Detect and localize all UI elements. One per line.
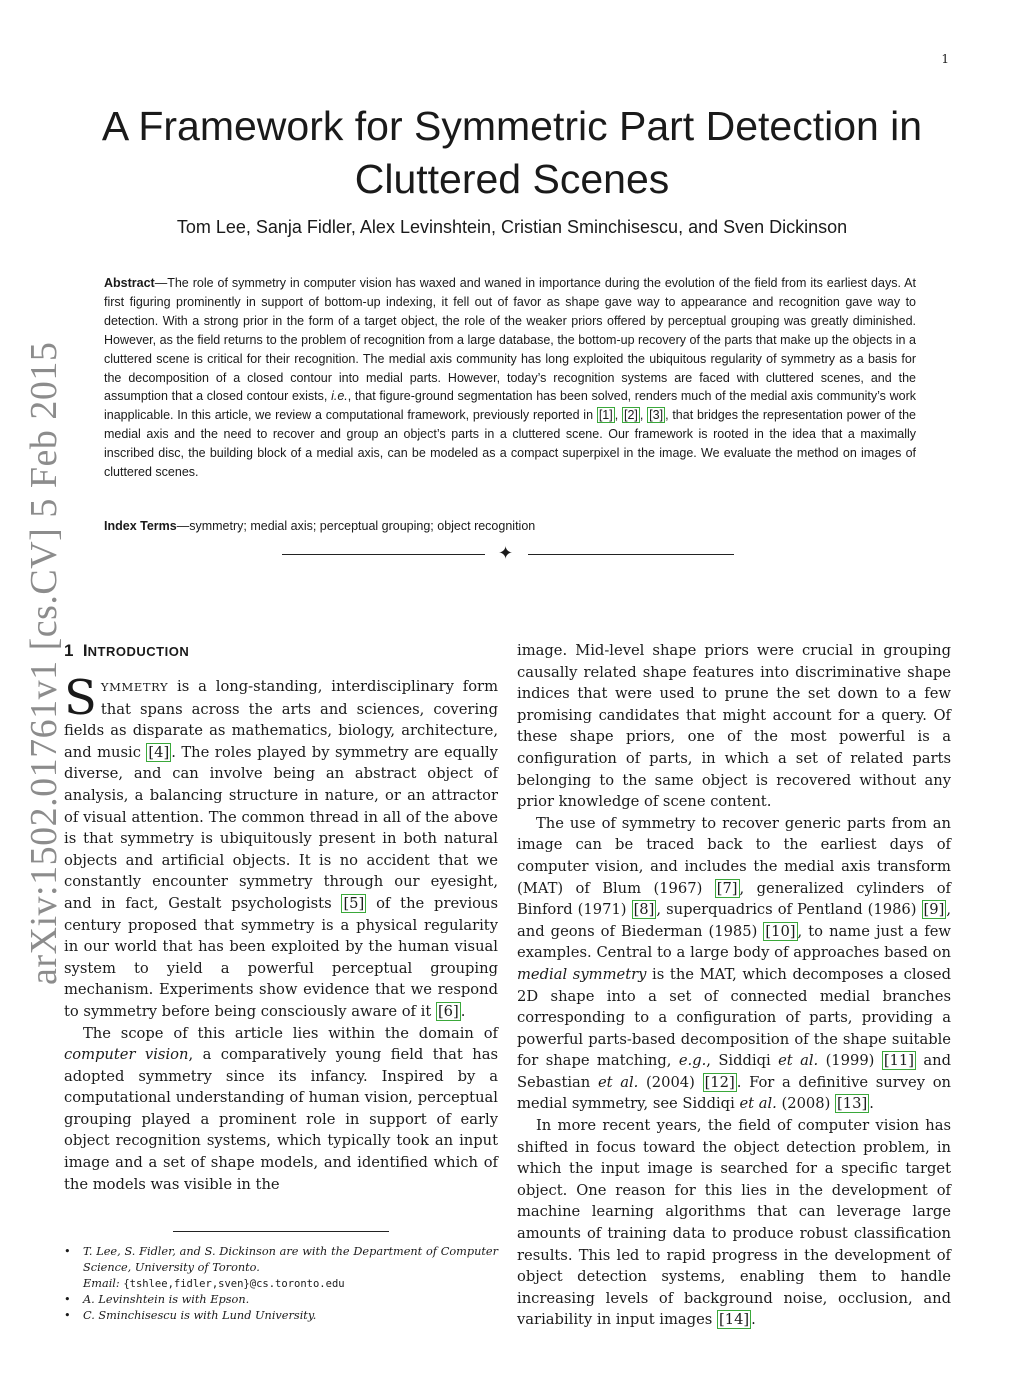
- italic-text: computer vision: [64, 1046, 189, 1064]
- section-number: 1: [64, 641, 74, 660]
- section-title-initial: I: [82, 641, 88, 660]
- text-segment: C. Sminchisescu is with Lund University.: [83, 1309, 317, 1322]
- paragraph-text: [64, 670, 498, 1020]
- italic-text: e.g.: [678, 1052, 707, 1070]
- text-segment: The use of symmetry to recover generic parts from an image can be traced back to the earliest days of computer vision, and includes the medial axis transform (MAT) of Blum (1967): [517, 814, 951, 897]
- text-segment: In more recent years, the field of computer vision has shifted in focus toward the object detection problem, in which the input image is searched for a specific target object. One reason for this lies in the development of machine learning algorithms that can leverage large amounts of training data to produce robust classification results. This led to rapid progress in the development of object detection systems, enabling them to handle increasing levels of background noise, occlusion, and variability in input images: [517, 1117, 951, 1329]
- citation-link[interactable]: [5]: [343, 894, 365, 912]
- text-segment: . The roles played by symmetry are equally diverse, and can involve being an abstract object of analysis, a balancing structure in nature, or an attractor of visual attention. The common thread in all of the above is that symmetry is ubiquitously present in both natural objects and artificial objects. It is no accident that we constantly encounter symmetry through our eyesight, and in fact, Gestalt psychologists: [64, 743, 498, 912]
- footnote-item: [64, 1244, 498, 1292]
- citation-link[interactable]: [2]: [624, 408, 638, 423]
- text-segment: (2004): [638, 1073, 703, 1091]
- section-title-rest: NTRODUCTION: [87, 644, 190, 659]
- text-segment: , to name just a few examples. Central to a large body of approaches based on: [517, 922, 951, 962]
- citation-link[interactable]: [8]: [633, 901, 655, 919]
- citation-link[interactable]: [9]: [923, 901, 945, 919]
- text-segment: , that bridges the representation power of the medial axis and the need to recover and group an object’s parts in a cluttered scene. Our framework is rooted in the idea that a maximally inscribed disc, the building block of a medial axis, can be modeled as a compact superpixel in the image. We evaluate the method on images of cluttered scenes.: [104, 408, 917, 480]
- footnotes: [64, 1244, 498, 1324]
- italic-text: medial symmetry: [517, 965, 647, 983]
- separator-line-right: [528, 554, 734, 555]
- citation-link[interactable]: [14]: [719, 1311, 750, 1329]
- smallcaps-text: YMMETRY: [100, 680, 169, 694]
- paragraph: [517, 813, 951, 1115]
- paragraph: [517, 1115, 951, 1331]
- text-segment: , that figure-ground segmentation has been solved, renders much of the medial axis community’s work inapplicable. In this article, we review a computational framework, previously reported in: [104, 389, 916, 423]
- arxiv-identifier-stamp: arXiv:1502.01761v1 [cs.CV] 5 Feb 2015: [23, 341, 65, 985]
- text-segment: , generalized cylinders of Binford (1971): [517, 879, 951, 919]
- text-segment: ,: [639, 408, 648, 423]
- text-segment: , superquadrics of Pentland (1986): [656, 901, 922, 919]
- paragraph: [64, 1023, 498, 1196]
- footnote-rule: [173, 1231, 389, 1232]
- section-heading-introduction: [64, 640, 498, 663]
- text-segment: (1999): [818, 1052, 882, 1070]
- index-terms-text: —symmetry; medial axis; perceptual grouping; object recognition: [176, 519, 536, 533]
- text-segment: , a comparatively young field that has adopted symmetry since its infancy. Inspired by a computational understanding of human vision, perceptual grouping played a prominent role in support of early object recognition systems, which typically took an input image and a set of shape models, and identified which of the models was visible in the: [64, 1046, 498, 1193]
- italic-text: et al.: [739, 1095, 777, 1113]
- text-segment: , and geons of Biederman (1985): [517, 901, 952, 940]
- text-segment: .: [869, 1095, 874, 1113]
- citation-link[interactable]: [11]: [883, 1052, 914, 1070]
- abstract-body: [104, 276, 916, 479]
- citation-link[interactable]: [7]: [716, 879, 738, 897]
- paper-title: A Framework for Symmetric Part Detection in Cluttered Scenes: [101, 103, 923, 202]
- text-segment: image. Mid-level shape priors were crucial in grouping causally related shape features into discriminative shape indices that were used to prune the set down to a few promising candidates that might account for a query. Of these shape priors, one of the most powerful is a configuration of parts, in which a set of related parts belonging to the same object is recovered without any prior knowledge of scene content.: [517, 642, 951, 811]
- page-number: 1: [941, 52, 949, 66]
- text-segment: Email:: [83, 1277, 124, 1290]
- text-segment: and Sebastian: [517, 1052, 951, 1091]
- paragraph: [64, 670, 498, 1023]
- text-segment: is the MAT, which decomposes a closed 2D shape into a set of connected medial branches corresponding to a configuration of parts, providing a powerful parts-based decomposition of the shape suitable for shape matching,: [517, 965, 951, 1070]
- text-segment: . For a definitive survey on medial symmetry, see Siddiqi: [517, 1073, 952, 1113]
- citation-link[interactable]: [10]: [765, 922, 796, 940]
- text-segment: T. Lee, S. Fidler, and S. Dickinson are with the Department of Computer Science, University of Toronto.: [83, 1245, 498, 1274]
- abstract-label: Abstract: [104, 276, 155, 290]
- text-segment: of the previous century proposed that symmetry is a physical regularity in our world that has been exploited by the human visual system to yield a powerful perceptual grouping mechanism. Experiments show evidence that we respond to symmetry before being consciously aware of it: [64, 894, 498, 1020]
- italic-text: et al.: [778, 1052, 819, 1070]
- italic-text: et al.: [597, 1073, 639, 1091]
- body-column-left: [64, 640, 498, 1195]
- separator-diamond-icon: ✦: [498, 543, 514, 564]
- text-segment: .: [751, 1311, 756, 1329]
- separator-line-left: [282, 554, 485, 555]
- text-segment: is a long-standing, interdisciplinary form that spans across the arts and sciences, covering fields as disparate as mathematics, biology, architecture, and music: [64, 678, 498, 761]
- citation-link[interactable]: [13]: [837, 1095, 868, 1113]
- index-terms: [104, 517, 916, 536]
- text-segment: , Siddiqi: [706, 1052, 779, 1070]
- citation-link[interactable]: [1]: [598, 408, 613, 423]
- abstract: [104, 274, 916, 482]
- text-segment: —The role of symmetry in computer vision has waxed and waned in importance during the evolution of the field from its earliest days. At first figuring prominently in support of bottom-up indexing, it fell out of favor as shape gave way to appearance and recognition gave way to detection. With a strong prior in the form of a target object, the role of the weaker priors offered by perceptual grouping was greatly diminished. However, as the field returns to the problem of recognition from a large database, the bottom-up recovery of the parts that make up the objects in a cluttered scene is critical for their recognition. The medial axis community has long exploited the ubiquitous regularity of symmetry as a basis for the decomposition of a closed contour into medial parts. However, today’s recognition systems are faced with cluttered scenes, and the assumption that a closed contour exists,: [104, 276, 916, 404]
- footnote-item: [64, 1308, 498, 1324]
- text-segment: A. Levinshtein is with Epson.: [83, 1293, 250, 1306]
- italic-text: i.e.: [331, 389, 348, 404]
- dropcap-letter: S: [64, 670, 97, 726]
- text-segment: The scope of this article lies within the domain of: [83, 1024, 498, 1042]
- footnote-item: [64, 1292, 498, 1308]
- citation-link[interactable]: [4]: [148, 743, 170, 761]
- body-column-right: [517, 640, 951, 1331]
- paragraph: [517, 640, 951, 813]
- text-segment: .: [460, 1002, 466, 1020]
- citation-link[interactable]: [3]: [649, 408, 664, 423]
- author-list: Tom Lee, Sanja Fidler, Alex Levinshtein, Cristian Sminchisescu, and Sven Dickinson: [176, 217, 848, 237]
- email-text: {tshlee,fidler,sven}@cs.toronto.edu: [123, 1278, 345, 1290]
- text-segment: (2008): [776, 1095, 836, 1113]
- citation-link[interactable]: [6]: [437, 1002, 459, 1020]
- index-terms-label: Index Terms: [104, 519, 177, 533]
- text-segment: ,: [614, 408, 622, 423]
- citation-link[interactable]: [12]: [704, 1073, 735, 1091]
